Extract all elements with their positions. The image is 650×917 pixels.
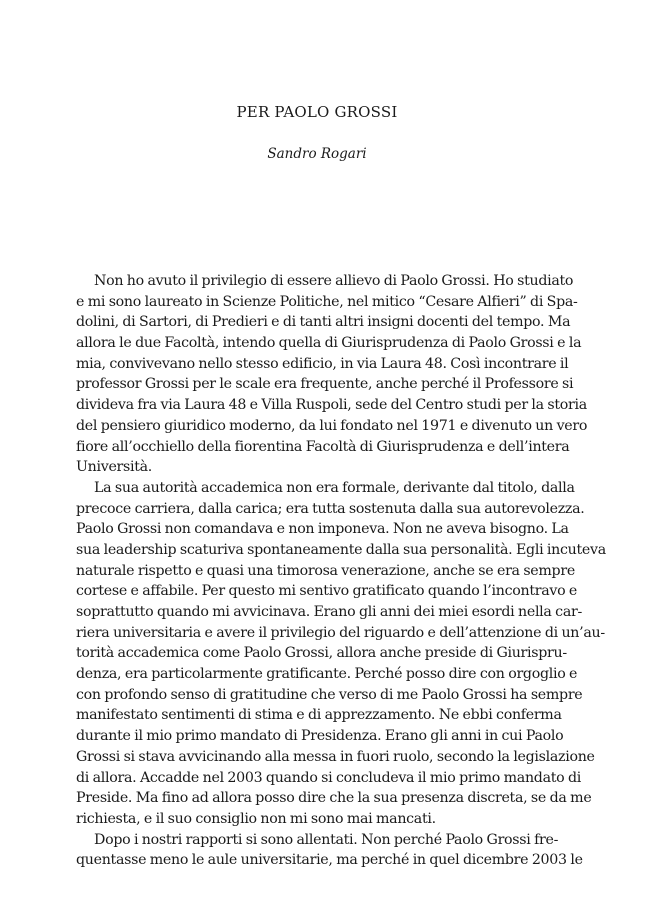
text-line: divideva fra via Laura 48 e Villa Ruspoli, sede del Centro studi per la storia bbox=[76, 397, 587, 414]
author-name: Sandro Rogari bbox=[267, 146, 367, 162]
text-line: Università. bbox=[76, 459, 153, 476]
text-line: Grossi si stava avvicinando alla messa in fuori ruolo, secondo la legislazione bbox=[76, 748, 595, 765]
text-line: professor Grossi per le scale era frequente, anche perché il Professore si bbox=[76, 376, 574, 393]
paragraph bbox=[76, 478, 606, 830]
text-line: soprattutto quando mi avvicinava. Erano gli anni dei miei esordi nella car- bbox=[76, 604, 582, 620]
text-line: cortese e affabile. Per questo mi sentivo gratificato quando l’incontravo e bbox=[76, 583, 578, 600]
text-line: Paolo Grossi non comandava e non imponeva. Non ne aveva bisogno. La bbox=[76, 521, 569, 538]
text-line: richiesta, e il suo consiglio non mi sono mai mancati. bbox=[76, 810, 436, 827]
text-line: allora le due Facoltà, intendo quella di Giurisprudenza di Paolo Grossi e la bbox=[76, 335, 582, 352]
text-line: Preside. Ma fino ad allora posso dire che la sua presenza discreta, se da me bbox=[76, 790, 592, 807]
text-line: fiore all’occhiello della fiorentina Facoltà di Giurisprudenza e dell’intera bbox=[76, 438, 570, 455]
text-line: denza, era particolarmente gratificante. Perché posso dire con orgoglio e bbox=[76, 666, 578, 683]
text-line: manifestato sentimenti di stima e di apprezzamento. Ne ebbi conferma bbox=[76, 707, 562, 724]
article-title: PER PAOLO GROSSI bbox=[236, 103, 398, 121]
text-line: dolini, di Sartori, di Predieri e di tanti altri insigni docenti del tempo. Ma bbox=[76, 314, 571, 331]
text-line: sua leadership scaturiva spontaneamente dalla sua personalità. Egli incuteva bbox=[76, 541, 606, 558]
document-page bbox=[76, 0, 606, 917]
text-line: con profondo senso di gratitudine che verso di me Paolo Grossi ha sempre bbox=[76, 686, 583, 703]
text-line: precoce carriera, dalla carica; era tutta sostenuta dalla sua autorevolezza. bbox=[76, 500, 585, 517]
text-line: mia, convivevano nello stesso edificio, in via Laura 48. Così incontrare il bbox=[76, 355, 569, 372]
text-line: quentasse meno le aule universitarie, ma perché in quel dicembre 2003 le bbox=[76, 852, 583, 869]
text-line: riera universitaria e avere il privilegio del riguardo e dell’attenzione di un’au- bbox=[76, 624, 605, 641]
text-line: Non ho avuto il privilegio di essere allievo di Paolo Grossi. Ho studiato bbox=[94, 273, 574, 289]
paragraph bbox=[76, 271, 588, 478]
text-line: del pensiero giuridico moderno, da lui fondato nel 1971 e divenuto un vero bbox=[76, 417, 588, 434]
text-line: naturale rispetto e quasi una timorosa venerazione, anche se era sempre bbox=[76, 562, 575, 579]
text-line: durante il mio primo mandato di Presidenza. Erano gli anni in cui Paolo bbox=[76, 728, 564, 745]
paragraph bbox=[76, 830, 583, 871]
text-line: torità accademica come Paolo Grossi, allora anche preside di Giurispru- bbox=[76, 645, 567, 662]
text-line: Dopo i nostri rapporti si sono allentati. Non perché Paolo Grossi fre- bbox=[94, 831, 559, 848]
text-line: e mi sono laureato in Scienze Politiche, nel mitico “Cesare Alfieri” di Spa- bbox=[76, 293, 578, 310]
article-body bbox=[76, 271, 606, 871]
text-line: di allora. Accadde nel 2003 quando si concludeva il mio primo mandato di bbox=[76, 769, 582, 786]
text-line: La sua autorità accademica non era formale, derivante dal titolo, dalla bbox=[94, 479, 575, 496]
